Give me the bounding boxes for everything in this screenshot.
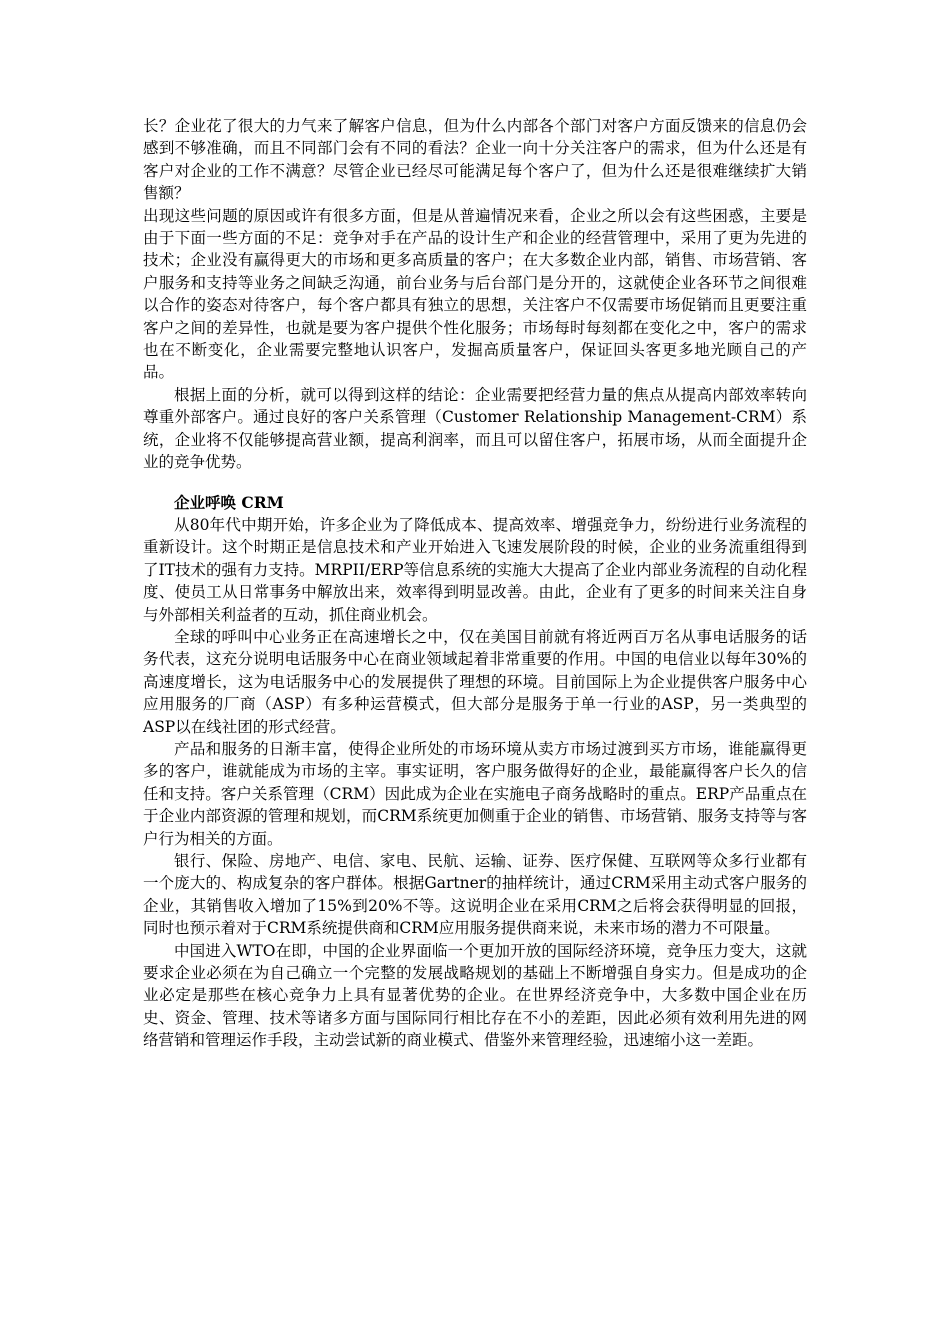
paragraph-industries: 银行、保险、房地产、电信、家电、民航、运输、证券、医疗保健、互联网等众多行业都有一个庞大的、构成复杂的客户群体。根据Gartner的抽样统计，通过CRM采用主动式客户服务的企业，其销售收入增加了15%到20%不等。这说明企业在采用CRM之后将会获得明显的回报，同时也预示着对于CRM系统提供商和CRM应用服务提供商来说，未来市场的潜力不可限量。 bbox=[143, 852, 807, 938]
paragraph-call-center: 全球的呼叫中心业务正在高速增长之中，仅在美国目前就有将近两百万名从事电话服务的话务代表，这充分说明电话服务中心在商业领域起着非常重要的作用。中国的电信业以每年30%的高速度增长，这为电话服务中心的发展提供了理想的环境。目前国际上为企业提供客户服务中心应用服务的厂商（ASP）有多种运营模式，但大部分是服务于单一行业的ASP，另一类典型的ASP以在线社团的形式经营。 bbox=[143, 627, 807, 736]
paragraph-conclusion: 根据上面的分析，就可以得到这样的结论：企业需要把经营力量的焦点从提高内部效率转向尊重外部客户。通过良好的客户关系管理（Customer Relationship Management-CRM）系统，企业将不仅能够提高营业额，提高利润率，而且可以留住客户，拓展市场，从而全面提升企业的竞争优势。 bbox=[143, 385, 807, 472]
paragraph-market: 产品和服务的日渐丰富，使得企业所处的市场环境从卖方市场过渡到买方市场，谁能赢得更多的客户，谁就能成为市场的主宰。事实证明，客户服务做得好的企业，最能赢得客户长久的信任和支持。客户关系管理（CRM）因此成为企业在实施电子商务战略时的重点。ERP产品重点在于企业内部资源的管理和规划，而CRM系统更加侧重于企业的销售、市场营销、服务支持等与客户行为相关的方面。 bbox=[143, 739, 807, 848]
section-heading: 企业呼唤 CRM bbox=[174, 492, 284, 512]
document-page bbox=[143, 115, 807, 1052]
paragraph-history: 从80年代中期开始，许多企业为了降低成本、提高效率、增强竞争力，纷纷进行业务流程的重新设计。这个时期正是信息技术和产业开始进入飞速发展阶段的时候，企业的业务流重组得到了IT技术的强有力支持。MRPII/ERP等信息系统的实施大大提高了企业内部业务流程的自动化程度、使员工从日常事务中解放出来，效率得到明显改善。由此，企业有了更多的时间来关注自身与外部相关利益者的互动，抓住商业机会。 bbox=[143, 515, 807, 624]
paragraph-wto: 中国进入WTO在即，中国的企业界面临一个更加开放的国际经济环境，竞争压力变大，这就要求企业必须在为自己确立一个完整的发展战略规划的基础上不断增强自身实力。但是成功的企业必定是那些在核心竞争力上具有显著优势的企业。在世界经济竞争中，大多数中国企业在历史、资金、管理、技术等诸多方面与国际同行相比存在不小的差距，因此必须有效利用先进的网络营销和管理运作手段，主动尝试新的商业模式、借鉴外来管理经验，迅速缩小这一差距。 bbox=[143, 941, 807, 1050]
paragraph-causes: 出现这些问题的原因或许有很多方面，但是从普遍情况来看，企业之所以会有这些困惑，主要是由于下面一些方面的不足：竞争对手在产品的设计生产和企业的经营管理中，采用了更为先进的技术；企业没有赢得更大的市场和更多高质量的客户；在大多数企业内部，销售、市场营销、客户服务和支持等业务之间缺乏沟通，前台业务与后台部门是分开的，这就使企业各环节之间很难以合作的姿态对待客户，每个客户都具有独立的思想，关注客户不仅需要市场促销而且更要注重客户之间的差异性，也就是要为客户提供个性化服务；市场每时每刻都在变化之中，客户的需求也在不断变化，企业需要完整地认识客户，发掘高质量客户，保证回头客更多地光顾自己的产品。 bbox=[143, 206, 807, 382]
paragraph-questions: 长？企业花了很大的力气来了解客户信息，但为什么内部各个部门对客户方面反馈来的信息仍会感到不够准确，而且不同部门会有不同的看法？企业一向十分关注客户的需求，但为什么还是有客户对企业的工作不满意？尽管企业已经尽可能满足每个客户了，但为什么还是很难继续扩大销售额？ bbox=[143, 117, 807, 203]
